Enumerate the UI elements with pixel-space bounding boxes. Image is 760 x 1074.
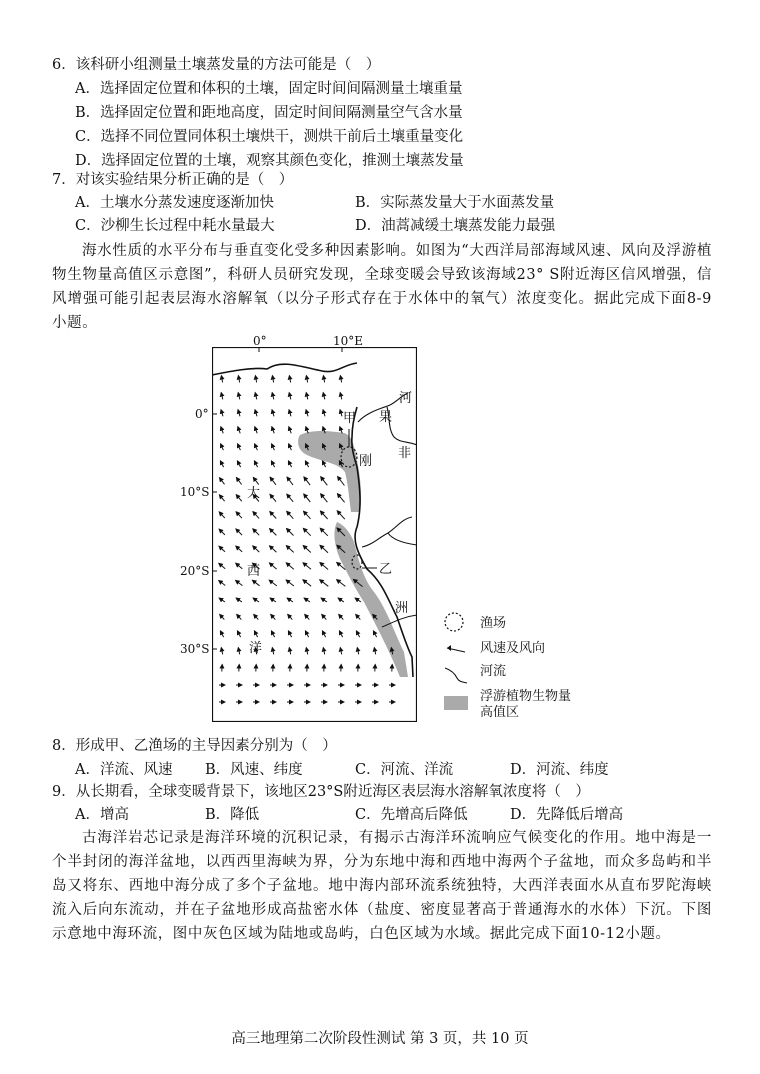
wind-arrow [237,461,240,467]
wind-arrow [270,512,276,519]
wind-arrow [339,614,344,619]
wind-arrow [338,477,345,486]
wind-arrow [322,461,325,467]
wind-arrow [306,648,307,655]
q8-option-d: D．河流、纬度 [510,762,609,778]
wind-arrow [337,494,344,503]
legend-fishery: 渔场 [480,616,507,631]
wind-arrow [272,376,273,383]
wind-arrow [272,444,275,450]
legend-river: 河流 [480,664,507,679]
wind-arrow [306,410,308,417]
lat-label-0: 0° [195,407,209,421]
q6-option-c: C．选择不同位置同体积土壤烘干，测烘干前后土壤重量变化 [75,129,464,145]
wind-arrow [220,631,223,637]
wind-arrow [221,648,222,655]
wind-arrow [236,546,242,552]
q9-option-c: C．先增高后降低 [355,807,468,823]
sea-label-1: 大 [247,486,261,501]
q7-option-a: A．土壤水分蒸发速度逐渐加快 [75,195,274,211]
wind-arrow [219,546,225,552]
wind-arrow [253,477,258,484]
wind-arrow [303,563,311,570]
sea-label-2: 西 [247,564,261,579]
page-footer: 高三地理第二次阶段性测试 第 3 页，共 10 页 [231,1031,529,1047]
wind-arrow [219,563,225,568]
wind-arrow [238,376,239,383]
wind-arrow [220,478,225,485]
wind-arrow [255,376,256,383]
wind-arrow [321,477,328,486]
label-yi: 乙 [379,562,393,577]
wind-arrow [236,563,243,569]
legend-symbols [441,612,471,712]
wind-arrow [219,495,224,501]
lat-label-10s: 10°S [180,485,210,499]
wind-arrow [306,427,308,434]
lon-label-0: 0° [253,334,267,348]
wind-arrow [289,648,290,655]
wind-arrow [269,563,276,569]
wind-arrow [255,410,257,417]
wind-arrow [238,393,240,400]
wind-arrow [289,410,291,417]
land-label-fei: 非 [398,446,412,461]
wind-arrow [255,444,258,450]
wind-arrow [221,427,223,434]
q7-stem: 7．对该实验结果分析正确的是（ ） [52,172,294,188]
q9-option-a: A．增高 [75,807,129,823]
wind-arrow [323,410,325,417]
q9-option-d: D．先降低后增高 [510,807,624,823]
wind-arrow [337,580,346,587]
wind-arrow [272,410,274,417]
wind-arrow [320,528,328,536]
wind-arrow [270,494,276,501]
wind-arrow [253,546,260,552]
wind-arrow [304,494,311,502]
land-label-guo: 果 [379,410,393,425]
wind-arrow [322,631,325,637]
wind-arrow [340,410,342,417]
wind-arrow [322,614,327,619]
wind-arrow [220,614,225,619]
wind-arrow [338,598,344,602]
lat-label-20s: 20°S [180,564,210,578]
wind-arrow [269,580,277,586]
wind-arrow [303,580,311,586]
wind-arrow [255,427,257,434]
wind-arrow [356,614,361,619]
wind-arrow [252,580,259,586]
atlantic-wind-map [212,347,417,722]
wind-arrow [337,511,345,519]
wind-arrow [254,461,257,467]
q6-stem: 6．该科研小组测量土壤蒸发量的方法可能是（ ） [52,57,381,73]
wind-arrow [271,631,274,637]
q8-option-a: A．洋流、风速 [75,762,173,778]
wind-arrow [287,494,293,502]
q6-option-a: A．选择固定位置和体积的土壤，固定时间间隔测量土壤重量 [75,81,463,97]
q9-option-b: B．降低 [205,807,260,823]
wind-arrow [289,427,291,434]
wind-arrow [286,580,294,586]
wind-arrow [237,631,240,637]
fishery-legend-icon [445,613,463,631]
wind-arrow [287,511,294,518]
wind-arrow [288,461,291,467]
wind-arrow [320,545,328,552]
wind-arrow [286,546,293,553]
wind-arrow [289,393,291,400]
wind-arrow [305,461,308,467]
q7-option-d: D．油蒿减缓土壤蒸发能力最强 [355,218,556,234]
wind-arrow [238,410,240,417]
wind-arrow [339,631,342,637]
wind-arrow [236,478,241,485]
wind-arrow [305,614,310,619]
q6-option-b: B．选择固定位置和距地高度，固定时间间隔测量空气含水量 [75,105,463,121]
wind-arrow [219,598,225,602]
wind-arrow [303,528,310,535]
wind-arrow [238,648,239,655]
wind-arrow [238,427,240,434]
wind-arrow [373,631,376,637]
wind-arrow [321,494,328,502]
wind-arrow [253,512,259,519]
legend-plankton-2: 高值区 [480,705,520,720]
q9-stem: 9．从长期看，全球变暖背景下，该地区23°S附近海区表层海水溶解氧浓度将（ ） [52,784,590,800]
wind-arrow [220,461,223,467]
wind-arrow [270,477,276,485]
legend-plankton-1: 浮游植物生物量 [480,689,572,704]
map-svg [212,347,417,722]
wind-arrow [270,546,277,552]
wind-arrow [374,648,375,655]
wind-arrow [320,511,327,519]
wind-arrow [236,529,242,535]
wind-arrow [236,495,242,502]
wind-arrow [304,511,311,519]
wind-arrow [340,648,341,655]
wind-arrow [356,631,359,637]
wind-arrow [271,461,274,467]
wind-arrow [221,410,223,417]
plankton-legend-icon [444,696,468,710]
wind-arrow [236,598,242,602]
wind-arrow [270,529,277,536]
intro-paragraph-8-9: 海水性质的水平分布与垂直变化受多种因素影响。如图为“大西洋局部海域风速、风向及浮游植物生物量高值区示意图”，科研人员研究发现，全球变暖会导致该海域23° S附近海区信风增强，信风增强可能引起表层海水溶解氧（以分子形式存在于水体中的氧气）浓度变化。据此完成下面8-9 小题。 [52,243,712,331]
q7-option-c: C．沙柳生长过程中耗水量最大 [75,218,275,234]
wind-arrow [219,529,225,535]
q8-stem: 8．形成甲、乙渔场的主导因素分别为（ ） [52,738,337,754]
wind-arrow [236,512,242,518]
land-label-he: 河 [399,391,413,406]
wind-arrow [271,614,276,619]
wind-arrow [221,393,223,400]
label-jia: 甲 [343,411,357,426]
land-label-zhou: 洲 [395,601,409,616]
wind-arrow [287,529,294,536]
lat-label-30s: 30°S [180,642,210,656]
wind-arrow [288,614,293,619]
wind-arrow [357,648,358,655]
wind-arrow [237,614,242,619]
wind-arrow [320,580,329,587]
wind-arrow [254,631,257,637]
q8-option-c: C．河流、洋流 [355,762,454,778]
wind-arrow [287,598,293,602]
wind-arrow [323,393,325,400]
wind-arrow [306,393,308,400]
wind-arrow [219,581,226,586]
wind-arrow [253,598,259,602]
wind-arrow [304,477,310,485]
q7-option-b: B．实际蒸发量大于水面蒸发量 [355,195,555,211]
wind-arrow [272,427,274,434]
land-label-gang: 刚 [359,454,373,469]
wind-arrow [253,529,259,535]
wind-arrow [287,477,293,485]
wind-arrow [270,598,276,602]
wind-arrow [340,427,342,434]
wind-arrow [221,444,224,450]
wind-arrow [236,580,243,585]
wind-arrow [272,648,273,655]
wind-arrow [288,631,291,637]
wind-arrow [323,648,324,655]
wind-arrow [272,393,274,400]
wind-arrow [304,598,310,602]
river-legend-icon [445,668,467,683]
wind-arrow [303,546,311,553]
wind-arrow [340,393,342,400]
wind-arrow [289,376,290,383]
wind-arrow [321,598,327,602]
wind-arrow [238,444,241,450]
legend-wind: 风速及风向 [480,641,546,656]
wind-arrow [286,563,294,569]
wind-arrow [305,631,308,637]
q6-option-d: D．选择固定位置的土壤，观察其颜色变化，推测土壤蒸发量 [75,153,464,169]
q8-option-b: B．风速、纬度 [205,762,303,778]
wind-arrow [255,393,257,400]
wind-arrow [355,598,361,602]
wind-arrow [289,444,292,450]
intro-paragraph-10-12: 古海洋岩芯记录是海洋环境的沉积记录，有揭示古海洋环流响应气候变化的作用。地中海是一个半封闭的海洋盆地，以西西里海峡为界，分为东地中海和西地中海两个子盆地，而众多岛屿和半岛又将东、西地中海分成了多个子盆地。地中海内部环流系统独特，大西洋表面水从直布罗陀海峡流入后向东流动，并在子盆地形成高盐密水体（盐度、密度显著高于普通海水的水体）下沉。下图示意地中海环流，图中灰色区域为陆地或岛屿，白色区域为水域。据此完成下面10-12小题。 [52,830,712,942]
wind-arrow [320,563,328,570]
wind-arrow [221,376,222,383]
sea-label-3: 洋 [249,641,263,656]
wind-arrow [254,614,259,619]
wind-arrow [219,512,225,518]
lon-label-10e: 10°E [333,334,364,348]
